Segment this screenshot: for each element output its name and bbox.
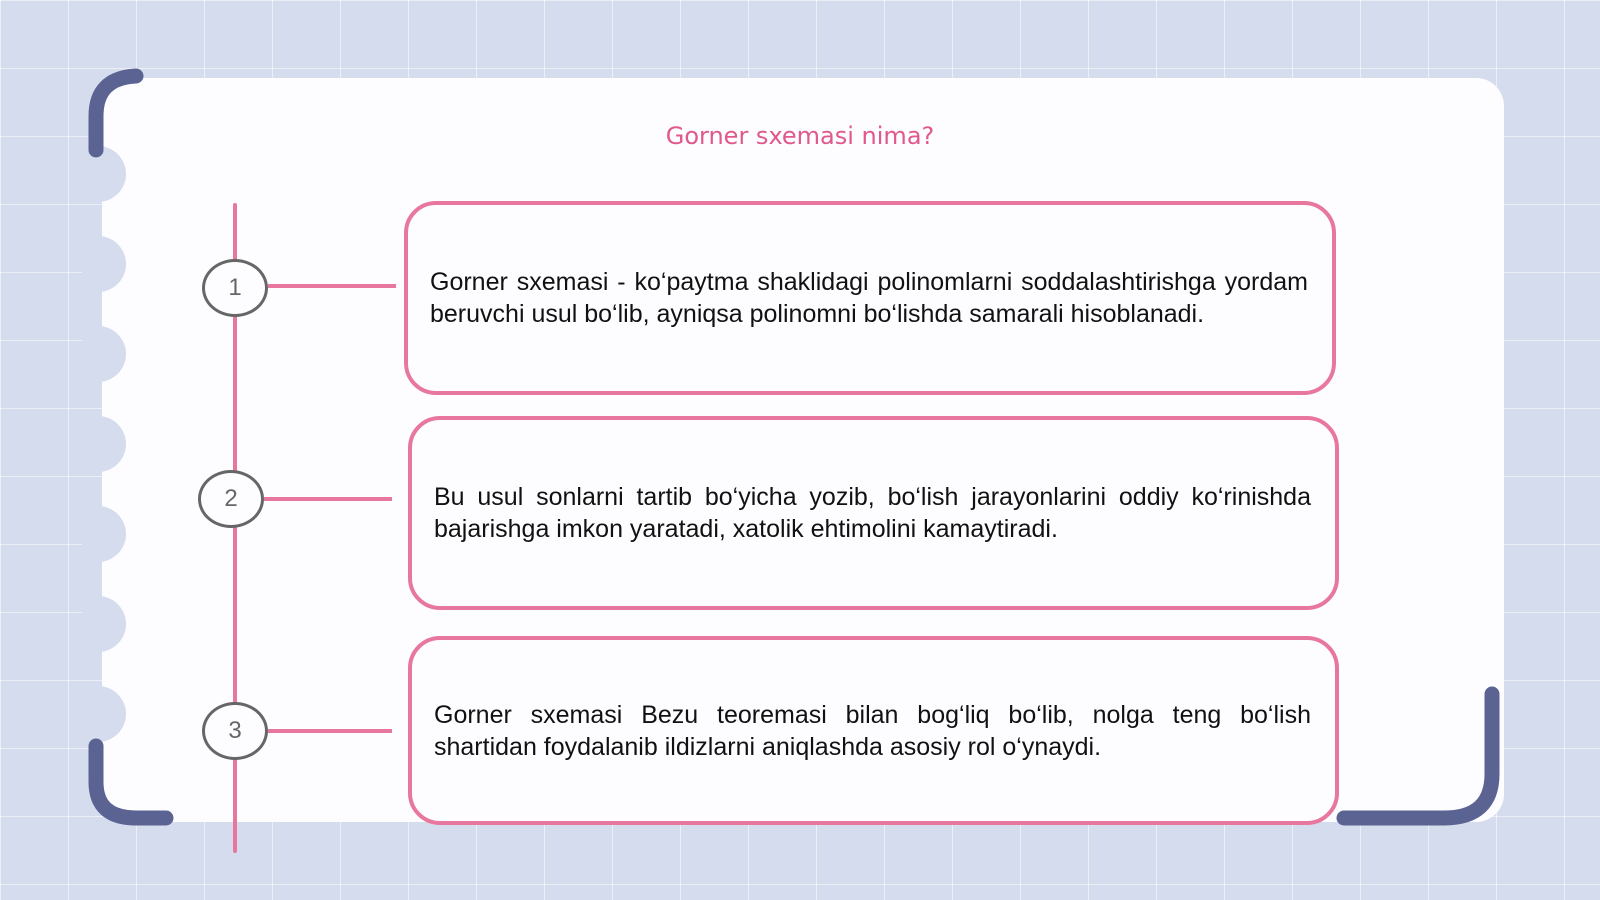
step-3-number-badge (202, 702, 268, 760)
step-2-connector (264, 497, 392, 501)
step-1-number: 1 (228, 274, 242, 301)
step-2-number: 2 (224, 485, 238, 512)
slide-title: Gorner sxemasi nima? (665, 122, 935, 150)
step-2-card (408, 416, 1339, 610)
step-1-connector (268, 284, 396, 288)
step-3-connector (268, 729, 392, 733)
step-2-text: Bu usul sonlarni tartib bo‘yicha yozib, bo‘lish jarayonlarini oddiy ko‘rinishda bajarishga imkon yaratadi, xatolik ehtimolini kamaytiradi. (434, 483, 1311, 543)
step-3-number: 3 (228, 717, 242, 744)
step-1-number-badge (202, 259, 268, 317)
step-3-text: Gorner sxemasi Bezu teoremasi bilan bog‘liq bo‘lib, nolga teng bo‘lish shartidan foydalanib ildizlarni aniqlashda asosiy rol o‘ynaydi. (434, 700, 1311, 761)
step-2-number-badge (198, 470, 264, 528)
step-1-text: Gorner sxemasi - ko‘paytma shaklidagi polinomlarni soddalashtirishga yordam beruvchi usul bo‘lib, ayniqsa polinomni bo‘lishda samarali hisoblanadi. (430, 268, 1308, 328)
step-1-card (404, 201, 1336, 395)
step-3-card (408, 636, 1339, 825)
